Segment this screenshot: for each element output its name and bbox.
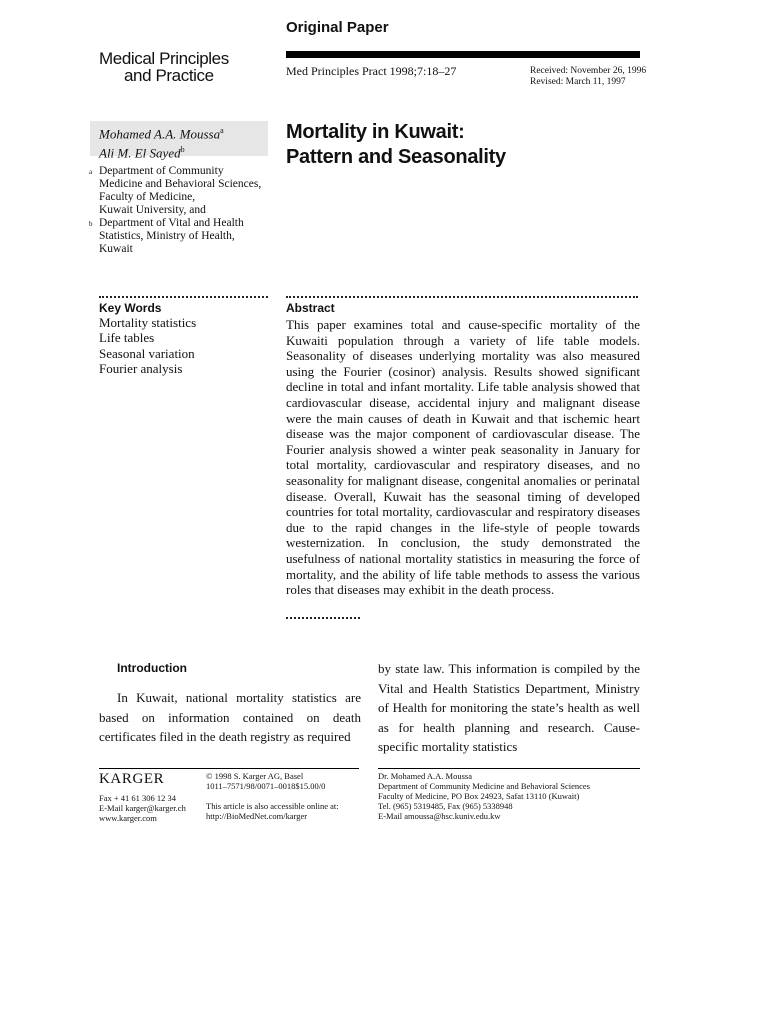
introduction-right-column: by state law. This information is compiled by the Vital and Health Statistics Department, Ministry of Health for monitoring the state’s health as well as for health planning and research. Cause-specific mortality statistics bbox=[378, 661, 640, 754]
received-date: Received: November 26, 1996 bbox=[530, 66, 647, 76]
article-title: Mortality in Kuwait: Pattern and Seasonality bbox=[286, 121, 506, 168]
footer-rule-right bbox=[378, 768, 640, 769]
keywords-heading: Key Words bbox=[99, 301, 162, 315]
revised-date: Revised: March 11, 1997 bbox=[530, 77, 626, 87]
copyright: © 1998 S. Karger AG, Basel 1011–7571/98/0071–0018$15.00/0 bbox=[206, 771, 326, 791]
keywords-list bbox=[99, 315, 196, 376]
abstract-text: This paper examines total and cause-specific mortality of the Kuwaiti population through a variety of life table models. Seasonality of diseases underlying mortality was also measured using the Fourier (cosinor) analysis. Results showed significant decline in total and infant mortality. Life table analysis showed that cardiovascular disease, accidental injury and malignant disease were the main causes of death in Kuwait and that ischemic heart disease was the major component of cardiovascular disease. The Fourier analysis showed a winter peak seasonality in January for total mortality, cardiovascular and respiratory diseases, and no seasonality for malignant disease, congenital anomalies or perinatal disease. Overall, Kuwait has the seasonal timing of developed countries for total mortality, cardiovascular and respiratory diseases due to the rapid changes in the life-style of people towards westernization. In conclusion, the study demonstrated the usefulness of national mortality statistics in measuring the force of mortality, and the ability of life table methods to assess the various roles that diseases may exhibit in the death process. bbox=[286, 317, 640, 598]
affiliations bbox=[89, 165, 269, 256]
introduction-left-column: In Kuwait, national mortality statistics are based on information contained on death certificates filed in the death registry as required bbox=[99, 690, 361, 744]
author: Ali M. El Sayed$^b$ bbox=[99, 145, 185, 161]
citation: Med Principles Pract 1998;7:18–27 bbox=[286, 64, 457, 78]
paper-type-label: Original Paper bbox=[286, 19, 389, 36]
keyword: Mortality statistics bbox=[99, 315, 197, 330]
publisher-contact: Fax + 41 61 306 12 34 E-Mail karger@karger.ch www.karger.com bbox=[99, 793, 186, 823]
keyword: Seasonal variation bbox=[99, 345, 195, 361]
correspondence: Dr. Mohamed A.A. Moussa Department of Community Medicine and Behavioral Sciences Faculty of Medicine, PO Box 24923, Safat 13110 (Kuwait) Tel. (965) 5319485, Fax (965) 5338948 E-Mail amoussa@hsc.kuniv.edu.kw bbox=[378, 771, 590, 821]
footer-rule-left bbox=[99, 768, 359, 769]
keywords-divider bbox=[99, 296, 268, 298]
abstract-end-divider bbox=[286, 617, 360, 619]
journal-logo bbox=[99, 50, 229, 84]
journal-logo-line2: and Practice bbox=[124, 66, 214, 85]
keyword: Fourier analysis bbox=[99, 360, 183, 376]
abstract-divider bbox=[286, 296, 638, 298]
introduction-heading: Introduction bbox=[117, 661, 187, 675]
journal-logo-line1: Medical Principles bbox=[99, 49, 229, 68]
affiliation: a Department of Community Medicine and Behavioral Sciences, Faculty of Medicine, Kuwait University, and bbox=[89, 165, 262, 216]
author: Mohamed A.A. Moussa$^a$ bbox=[99, 126, 224, 142]
dates bbox=[530, 66, 646, 88]
header-rule bbox=[286, 51, 640, 58]
online-access: This article is also accessible online at: http://BioMedNet.com/karger bbox=[206, 801, 339, 821]
publisher-logo: KARGER bbox=[99, 771, 165, 787]
keyword: Life tables bbox=[99, 330, 155, 346]
abstract-heading: Abstract bbox=[286, 301, 335, 315]
author-list bbox=[99, 123, 224, 162]
affiliation: b Department of Vital and Health Statistics, Ministry of Health, Kuwait bbox=[89, 217, 244, 255]
